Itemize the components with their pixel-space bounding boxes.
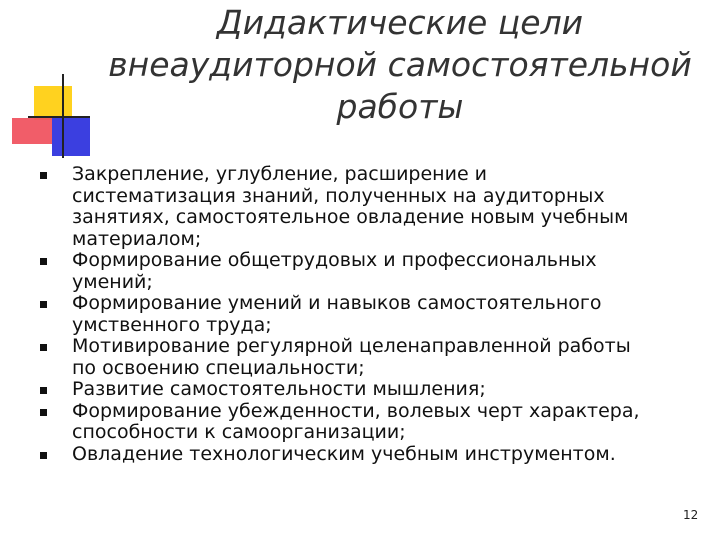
bullet-line: Мотивирование регулярной целенаправленной работы <box>72 335 631 357</box>
bullet-line: занятиях, самостоятельное овладение новым учебным <box>72 206 629 228</box>
bullet-item <box>40 379 710 401</box>
slide-title <box>100 2 700 128</box>
bullet-line: Формирование убежденности, волевых черт характера, <box>72 399 640 422</box>
bullet-line: Развитие самостоятельности мышления; <box>72 378 486 400</box>
title-line-1: Дидактические цели <box>216 3 584 42</box>
bullet-line: по освоению специальности; <box>72 356 365 379</box>
bullet-list <box>40 164 710 465</box>
bullet-line: Закрепление, углубление, расширение и <box>72 163 488 185</box>
bullet-line: способности к самоорганизации; <box>72 421 406 443</box>
title-line-3: работы <box>336 87 464 126</box>
square-bullet-icon <box>40 258 47 265</box>
square-bullet-icon <box>40 301 47 308</box>
bullet-item <box>40 336 710 379</box>
bullet-line: умений; <box>72 270 153 293</box>
decorative-yellow-square <box>34 86 72 120</box>
bullet-line: Формирование умений и навыков самостоятельного <box>72 292 602 314</box>
bullet-line: Формирование общетрудовых и профессиональных <box>72 249 597 271</box>
square-bullet-icon <box>40 387 47 394</box>
bullet-line: Овладение технологическим учебным инструментом. <box>72 442 616 465</box>
decorative-blue-square <box>52 118 90 156</box>
page-number: 12 <box>683 508 699 522</box>
bullet-line: умственного труда; <box>72 313 272 336</box>
bullet-item <box>40 401 710 444</box>
bullet-item <box>40 293 710 336</box>
decorative-horizontal-line <box>28 116 90 118</box>
square-bullet-icon <box>40 172 47 179</box>
bullet-item <box>40 164 710 250</box>
bullet-item <box>40 444 710 466</box>
bullet-item <box>40 250 710 293</box>
decorative-red-rectangle <box>12 118 56 144</box>
square-bullet-icon <box>40 409 47 416</box>
bullet-line: систематизация знаний, полученных на аудиторных <box>72 184 605 207</box>
square-bullet-icon <box>40 452 47 459</box>
square-bullet-icon <box>40 344 47 351</box>
bullet-line: материалом; <box>72 227 202 250</box>
title-line-2: внеаудиторной самостоятельной <box>108 45 692 84</box>
